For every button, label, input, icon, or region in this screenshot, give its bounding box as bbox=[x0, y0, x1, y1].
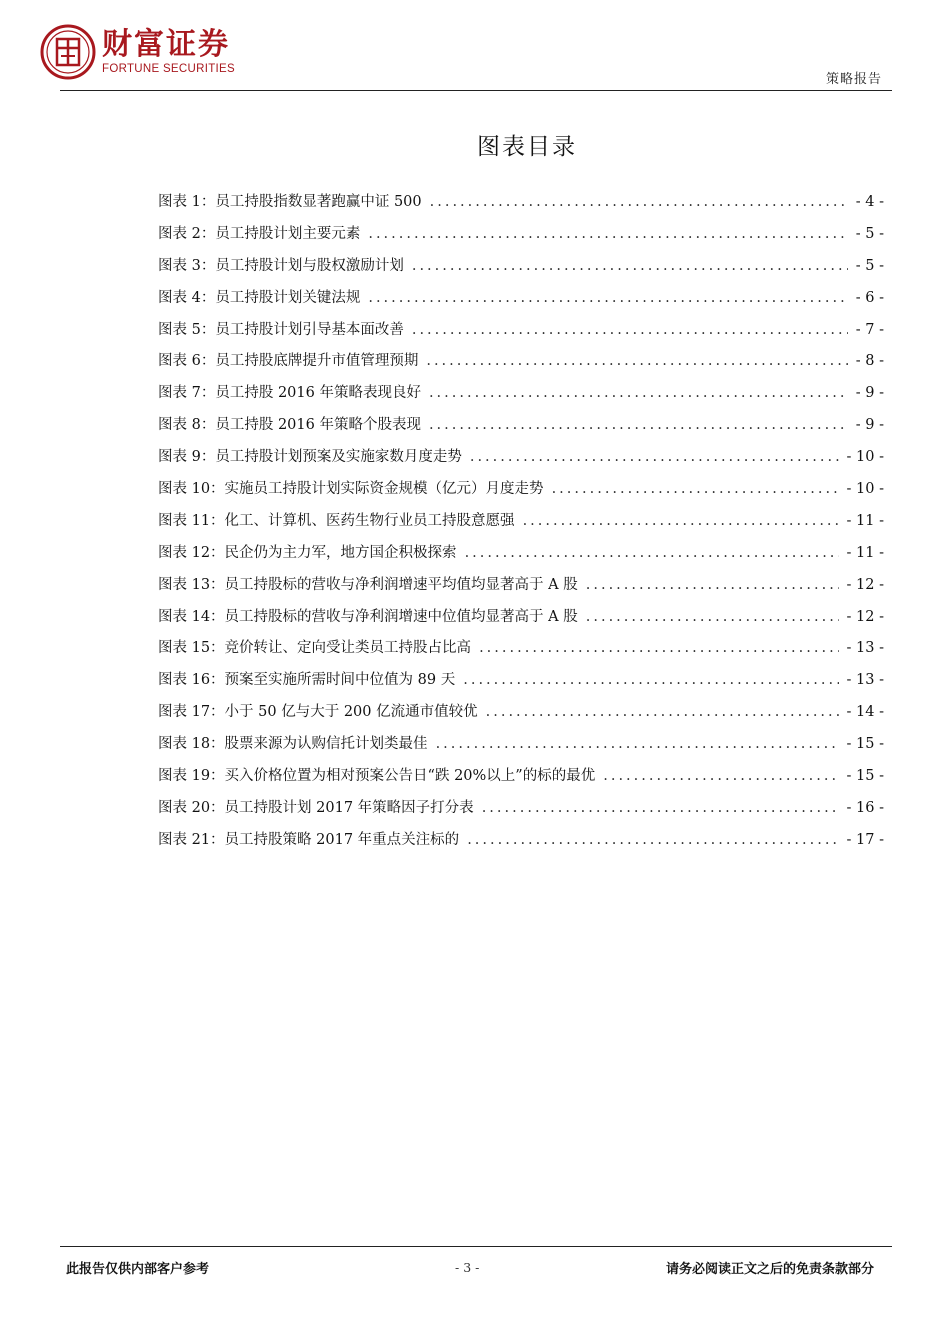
toc-entry-page[interactable]: - 5 - bbox=[855, 225, 884, 242]
toc-entry[interactable] bbox=[158, 764, 884, 796]
toc-entry-label[interactable]: 图表 4：员工持股计划关键法规 bbox=[158, 289, 361, 306]
toc-entry-label[interactable]: 图表 9：员工持股计划预案及实施家数月度走势 bbox=[158, 449, 462, 466]
toc-dot-leader bbox=[430, 194, 848, 210]
toc-entry-label[interactable]: 图表 10：实施员工持股计划实际资金规模（亿元）月度走势 bbox=[158, 481, 544, 498]
toc-entry[interactable] bbox=[158, 222, 884, 254]
toc-entry-page[interactable]: - 15 - bbox=[846, 736, 884, 753]
toc-entry-page[interactable]: - 15 - bbox=[846, 768, 884, 785]
toc-entry-page[interactable]: - 14 - bbox=[846, 704, 884, 721]
toc-entry-page[interactable]: - 9 - bbox=[855, 417, 884, 434]
toc-entry-page[interactable]: - 10 - bbox=[846, 449, 884, 466]
toc-entry-page[interactable]: - 13 - bbox=[846, 672, 884, 689]
toc-entry[interactable] bbox=[158, 796, 884, 828]
toc-dot-leader bbox=[467, 832, 838, 848]
toc-entry-page[interactable]: - 17 - bbox=[846, 831, 884, 848]
footer-divider bbox=[60, 1246, 892, 1247]
toc-entry[interactable] bbox=[158, 573, 884, 605]
toc-dot-leader bbox=[368, 290, 847, 306]
footer-disclaimer-left: 此报告仅供内部客户参考 bbox=[66, 1262, 210, 1277]
toc-dot-leader bbox=[586, 609, 839, 625]
toc-entry[interactable] bbox=[158, 828, 884, 860]
toc-entry[interactable] bbox=[158, 477, 884, 509]
toc-entry[interactable] bbox=[158, 605, 884, 637]
toc-dot-leader bbox=[463, 672, 838, 688]
toc-entry-label[interactable]: 图表 7：员工持股 2016 年策略表现良好 bbox=[158, 385, 421, 402]
toc-title: 图表目录 bbox=[477, 134, 577, 160]
toc-entry-page[interactable]: - 9 - bbox=[855, 385, 884, 402]
toc-entry-label[interactable]: 图表 8：员工持股 2016 年策略个股表现 bbox=[158, 417, 421, 434]
toc-dot-leader bbox=[523, 513, 839, 529]
toc-entry-page[interactable]: - 5 - bbox=[855, 257, 884, 274]
toc-entry-label[interactable]: 图表 19：买入价格位置为相对预案公告日“跌 20%以上”的标的最优 bbox=[158, 768, 596, 785]
toc-entry-label[interactable]: 图表 14：员工持股标的营收与净利润增速中位值均显著高于 A 股 bbox=[158, 608, 578, 625]
toc-dot-leader bbox=[426, 353, 847, 369]
company-logo bbox=[40, 24, 235, 80]
toc-entry[interactable] bbox=[158, 413, 884, 445]
toc-dot-leader bbox=[429, 417, 848, 433]
toc-dot-leader bbox=[412, 322, 848, 338]
toc-entry-label[interactable]: 图表 11：化工、计算机、医药生物行业员工持股意愿强 bbox=[158, 512, 515, 529]
toc-entry-page[interactable]: - 4 - bbox=[855, 194, 884, 210]
toc-entry-label[interactable]: 图表 16：预案至实施所需时间中位值为 89 天 bbox=[158, 672, 456, 689]
toc-entry-label[interactable]: 图表 17：小于 50 亿与大于 200 亿流通市值较优 bbox=[158, 704, 478, 721]
logo-chinese-name: 财富证券 bbox=[102, 27, 230, 62]
toc-entry-page[interactable]: - 16 - bbox=[846, 799, 884, 816]
toc-dot-leader bbox=[603, 768, 838, 784]
toc-entry-label[interactable]: 图表 1：员工持股指数显著跑赢中证 500 bbox=[158, 194, 422, 210]
toc-dot-leader bbox=[482, 800, 839, 816]
toc-entry[interactable] bbox=[158, 700, 884, 732]
toc-entry-label[interactable]: 图表 20：员工持股计划 2017 年策略因子打分表 bbox=[158, 799, 474, 816]
toc-entry-label[interactable]: 图表 12：民企仍为主力军，地方国企积极探索 bbox=[158, 544, 457, 561]
toc-entry[interactable] bbox=[158, 636, 884, 668]
toc-list bbox=[158, 190, 884, 860]
toc-entry-page[interactable]: - 11 - bbox=[846, 512, 884, 529]
toc-entry-label[interactable]: 图表 5：员工持股计划引导基本面改善 bbox=[158, 321, 404, 338]
logo-seal-icon bbox=[40, 24, 96, 80]
toc-dot-leader bbox=[486, 704, 839, 720]
toc-entry[interactable] bbox=[158, 349, 884, 381]
toc-entry[interactable] bbox=[158, 445, 884, 477]
toc-entry[interactable] bbox=[158, 286, 884, 318]
page-header bbox=[0, 0, 950, 100]
toc-entry-label[interactable]: 图表 2：员工持股计划主要元素 bbox=[158, 225, 361, 242]
footer-page-number: - 3 - bbox=[455, 1260, 480, 1275]
logo-english-name: FORTUNE SECURITIES bbox=[102, 63, 235, 75]
toc-entry[interactable] bbox=[158, 318, 884, 350]
toc-entry[interactable] bbox=[158, 541, 884, 573]
toc-dot-leader bbox=[470, 449, 839, 465]
toc-entry[interactable] bbox=[158, 668, 884, 700]
toc-dot-leader bbox=[412, 258, 848, 274]
toc-entry-label[interactable]: 图表 21：员工持股策略 2017 年重点关注标的 bbox=[158, 831, 460, 848]
toc-entry-page[interactable]: - 12 - bbox=[846, 576, 884, 593]
toc-entry-page[interactable]: - 6 - bbox=[855, 289, 884, 306]
toc-entry-label[interactable]: 图表 13：员工持股标的营收与净利润增速平均值均显著高于 A 股 bbox=[158, 576, 578, 593]
toc-dot-leader bbox=[429, 385, 848, 401]
toc-entry-label[interactable]: 图表 6：员工持股底牌提升市值管理预期 bbox=[158, 353, 419, 370]
toc-entry-label[interactable]: 图表 18：股票来源为认购信托计划类最佳 bbox=[158, 736, 428, 753]
toc-entry[interactable] bbox=[158, 381, 884, 413]
toc-entry-page[interactable]: - 10 - bbox=[846, 481, 884, 498]
toc-entry-page[interactable]: - 13 - bbox=[846, 640, 884, 657]
footer-disclaimer-right: 请务必阅读正文之后的免责条款部分 bbox=[665, 1262, 874, 1277]
toc-dot-leader bbox=[586, 577, 839, 593]
toc-entry[interactable] bbox=[158, 254, 884, 286]
toc-dot-leader bbox=[436, 736, 839, 752]
toc-entry-page[interactable]: - 8 - bbox=[855, 353, 884, 370]
toc-entry-label[interactable]: 图表 3：员工持股计划与股权激励计划 bbox=[158, 257, 404, 274]
toc-entry-page[interactable]: - 7 - bbox=[855, 321, 884, 338]
toc-dot-leader bbox=[465, 545, 839, 561]
toc-dot-leader bbox=[479, 640, 838, 656]
toc-entry[interactable] bbox=[158, 190, 884, 222]
logo-wordmark bbox=[102, 28, 235, 76]
toc-entry-page[interactable]: - 12 - bbox=[846, 608, 884, 625]
toc-entry[interactable] bbox=[158, 732, 884, 764]
toc-dot-leader bbox=[552, 481, 839, 497]
toc-dot-leader bbox=[368, 226, 847, 242]
header-divider bbox=[60, 90, 892, 91]
toc-entry-page[interactable]: - 11 - bbox=[846, 544, 884, 561]
toc-entry[interactable] bbox=[158, 509, 884, 541]
toc-entry-label[interactable]: 图表 15：竞价转让、定向受让类员工持股占比高 bbox=[158, 640, 472, 657]
report-type-label: 策略报告 bbox=[825, 72, 882, 87]
